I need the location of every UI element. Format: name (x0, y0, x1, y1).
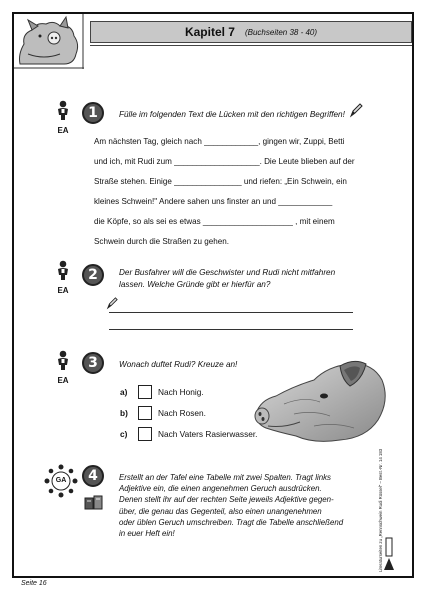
cloze-line: die Köpfe, so als sei es etwas ____________________ , mit einem (94, 217, 335, 226)
header-divider (90, 45, 412, 46)
student-icon (56, 100, 70, 120)
task-4-instruction-line: Erstellt an der Tafel eine Tabelle mit zwei Spalten. Tragt links (119, 473, 331, 482)
task-1-number-badge: 1 (82, 102, 104, 124)
option-c (120, 427, 257, 441)
cloze-line: Straße stehen. Einige _______________ und riefen: „Ein Schwein, ein (94, 177, 347, 186)
chapter-pages: (Buchseiten 38 - 40) (244, 27, 318, 37)
option-a (120, 385, 204, 399)
answer-line[interactable] (109, 329, 353, 330)
cloze-line: Schwein durch die Straßen zu gehen. (94, 237, 229, 246)
task-4-mode-label: GA (55, 477, 67, 484)
pig-logo-icon (14, 14, 84, 69)
cloze-line: und ich, mit Rudi zum ___________________. Die Leute blieben auf der (94, 157, 355, 166)
task-4-instruction-line: Denen stellt ihr auf der rechten Seite jeweils Adjektive gegen- (119, 495, 334, 505)
cloze-line: kleines Schwein!" Andere sahen uns finster an und ____________ (94, 197, 333, 206)
task-1-mode (52, 100, 74, 135)
task-4-instruction-line: in euer Heft ein! (119, 529, 175, 539)
worksheet-frame (12, 12, 414, 578)
cloze-line: Am nächsten Tag, gleich nach ____________, gingen wir, Zuppi, Betti (94, 137, 345, 146)
books-icon (84, 494, 104, 510)
option-label: Nach Vaters Rasierwasser. (158, 429, 258, 439)
option-letter: c) (120, 429, 128, 439)
option-label: Nach Rosen. (158, 408, 206, 418)
chapter-title: Kapitel 7 (184, 25, 235, 39)
publisher-logo (382, 534, 396, 572)
task-3-instruction: Wonach duftet Rudi? Kreuze an! (119, 360, 238, 369)
checkbox[interactable] (138, 385, 152, 399)
task-4-number-badge: 4 (82, 465, 104, 487)
answer-line[interactable] (109, 312, 353, 313)
side-credit-text: Literaturseiten zu „Rennschwein Rudi Rüssel" – Best.-Nr. 14 183 (378, 448, 383, 572)
task-2-mode (52, 260, 74, 295)
task-4-instruction (119, 472, 377, 539)
task-2-number-badge: 2 (82, 264, 104, 286)
task-1-cloze-text (94, 132, 384, 252)
pig-head-illustration (254, 356, 390, 448)
task-1-mode-label: EA (57, 126, 69, 135)
task-4-instruction-line: Adjektive ein, die einen angenehmen Geruch ausdrücken. (119, 484, 322, 494)
task-3-number-badge: 3 (82, 352, 104, 374)
task-3-mode (52, 350, 74, 385)
task-3-mode-label: EA (57, 376, 69, 385)
option-b (120, 406, 206, 420)
pencil-icon (106, 296, 118, 310)
option-letter: a) (120, 387, 128, 397)
checkbox[interactable] (138, 406, 152, 420)
pencil-icon (349, 102, 363, 118)
task-2-instruction-line: Der Busfahrer will die Geschwister und Rudi nicht mitfahren (119, 268, 336, 277)
chapter-header (90, 21, 412, 43)
task-4-instruction-line: oder üblen Geruch umschreiben. Tragt die Tabelle anschließend (119, 517, 344, 527)
student-icon (56, 350, 70, 370)
task-2-mode-label: EA (57, 286, 69, 295)
task-1-instruction: Fülle im folgenden Text die Lücken mit den richtigen Begriffen! (119, 110, 345, 119)
task-2-instruction (119, 267, 379, 291)
student-icon (56, 260, 70, 280)
option-label: Nach Honig. (158, 387, 204, 397)
checkbox[interactable] (138, 427, 152, 441)
option-letter: b) (120, 408, 128, 418)
task-2-instruction-line: lassen. Welche Gründe gibt er hierfür an? (119, 280, 271, 289)
page-number: Seite 16 (21, 580, 47, 587)
task-4-instruction-line: über, die genau das Gegenteil, also einen unangenehmen (119, 506, 322, 516)
